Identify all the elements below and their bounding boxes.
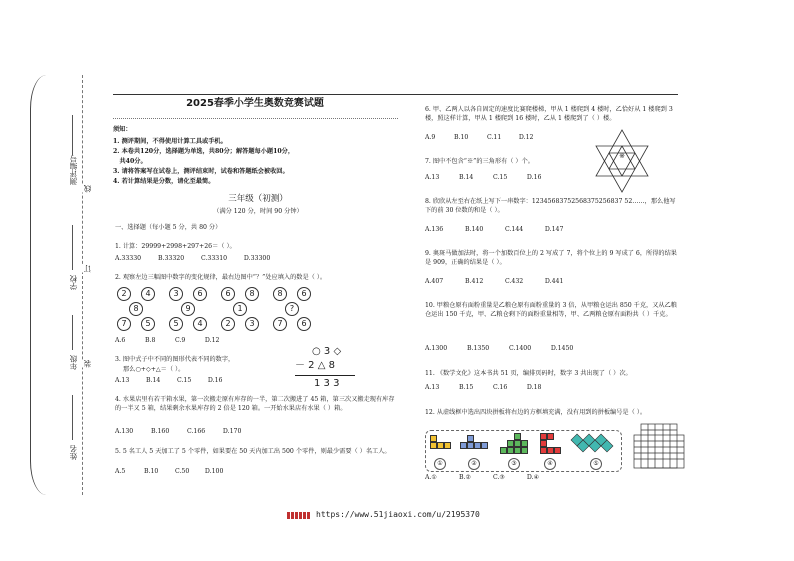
figure-number: 2	[117, 287, 131, 301]
notice-item: 1. 测评期间，不得使用计算工具或手机。	[113, 138, 227, 145]
figure-number: 5	[141, 317, 155, 331]
q2-figure	[271, 287, 317, 331]
option-d: D.18	[526, 384, 542, 391]
option-b: B.160	[150, 428, 170, 435]
option-c: C.432	[504, 278, 524, 285]
option-d: D.16	[526, 174, 542, 181]
q6-options	[425, 134, 534, 142]
option-c: C.33310	[200, 255, 228, 262]
equation-middle: － 2 △ 8	[295, 360, 335, 371]
option-a: A.130	[115, 428, 134, 435]
puzzle-piece-4	[540, 433, 562, 455]
option-a: A.136	[425, 226, 444, 233]
figure-number: 6	[193, 287, 207, 301]
equation-top: ○ 3 ◇	[312, 346, 342, 357]
q12-target-grid	[633, 423, 685, 469]
option-d: D.1450	[550, 345, 574, 352]
figure-number: 8	[129, 302, 143, 316]
option-a: A.1300	[425, 345, 448, 352]
q12-text: 12. 从虚线框中选出四块拼板将右边的方框填充满，没有用到的拼板编号是（ ）。	[425, 409, 647, 416]
grade-subtitle: （满分 120 分，时间 90 分钟）	[213, 208, 303, 215]
piece-label: ⑤	[590, 458, 602, 470]
piece-cell	[521, 447, 528, 454]
piece-label: ③	[508, 458, 520, 470]
figure-number: 3	[169, 287, 183, 301]
option-a: A.9	[425, 134, 436, 141]
piece-cell	[481, 442, 488, 449]
q2-text: 2. 观察左边三幅图中数字的变化规律，最右边图中“？”处应填入的数是（ ）。	[115, 274, 327, 281]
piece-cell	[474, 442, 481, 449]
q11-text: 11. 《数学文化》这本书共 51 页，编排页码时，数字 3 共出现了（ ）次。	[425, 370, 632, 377]
option-b: B.33320	[157, 255, 185, 262]
notice-item: 共40分。	[113, 158, 147, 165]
piece-cell	[430, 435, 437, 442]
grade-blank	[72, 315, 73, 350]
binding-curve	[30, 75, 71, 495]
piece-cell	[514, 440, 521, 447]
puzzle-piece-1	[430, 435, 452, 455]
q2-figure	[167, 287, 213, 331]
option-d: D.④	[526, 474, 540, 481]
figure-number: 8	[245, 287, 259, 301]
puzzle-piece-2	[460, 435, 488, 455]
footer-logo	[287, 512, 311, 519]
svg-text:※: ※	[619, 152, 625, 160]
section-heading: 一、选择题（每小题 5 分，共 80 分）	[115, 224, 222, 231]
option-a: A.13	[425, 174, 440, 181]
piece-cell	[540, 433, 547, 440]
piece-cell	[467, 442, 474, 449]
q10-text: 10. 甲粮仓原有面粉重量是乙粮仓原有面粉重量的 3 倍，从甲粮仓运出 850 千克，又从乙粮仓运出 150 千克，甲、乙粮仓剩下的面粉重量相等，甲、乙两粮仓原有面粉共（ ）千克。	[425, 302, 677, 318]
piece-cell	[500, 447, 507, 454]
name-blank	[72, 395, 73, 440]
q6-text: 6. 甲、乙两人以各自固定的速度比赛爬楼梯，甲从 1 楼爬到 4 楼时，乙恰好从 1 楼爬到 3 楼，照这样计算，甲从 1 楼爬到 16 楼时，乙从 1 楼爬到了（ ）楼。	[425, 106, 673, 122]
option-c: C.9	[174, 337, 186, 344]
option-c: C.1400	[508, 345, 532, 352]
piece-cell	[430, 442, 437, 449]
piece-cell	[437, 442, 444, 449]
option-a: A.407	[425, 278, 444, 285]
option-b: B.14	[145, 377, 161, 384]
q3-options	[115, 377, 223, 385]
title-dotted-rule	[113, 118, 398, 119]
piece-cell	[507, 440, 514, 447]
binding-zhuang-char: 装	[83, 360, 92, 368]
q11-options	[425, 384, 542, 392]
notice-block	[113, 126, 403, 186]
figure-number: 7	[117, 317, 131, 331]
notice-heading: 须知：	[113, 126, 132, 133]
option-b: B.②	[458, 474, 472, 481]
option-d: D.441	[544, 278, 564, 285]
option-c: C.15	[492, 174, 508, 181]
piece-label: ①	[434, 458, 446, 470]
puzzle-piece-3	[500, 433, 528, 455]
name-label: 姓名	[69, 445, 78, 460]
option-d: D.33300	[243, 255, 271, 262]
school-label: 学校	[69, 275, 78, 290]
option-b: B.412	[464, 278, 484, 285]
piece-label: ②	[468, 458, 480, 470]
option-a: A.33330	[115, 255, 142, 262]
grade-title: 三年级（初测）	[228, 194, 288, 204]
option-b: B.15	[458, 384, 474, 391]
q8-text: 8. 欣欣从左至右在纸上写下一串数字：12345683752568375256837 52……，那么他写下的前 30 位数的和是（ ）。	[425, 198, 676, 214]
q4-options	[115, 428, 241, 436]
piece-cell	[467, 435, 474, 442]
option-d: D.12	[204, 337, 220, 344]
q1-text: 1. 计算：29999+2998+297+26＝（ ）。	[115, 243, 236, 250]
school-blank	[72, 225, 73, 270]
figure-number: 9	[181, 302, 195, 316]
q5-options	[115, 468, 223, 476]
q9-text: 9. 奥斑马做加法时，将一个加数百位上的 2 写成了 7，将个位上的 9 写成了 6，所得的结果是 909，正确的结果是（ ）。	[425, 250, 677, 266]
option-c: C.11	[486, 134, 502, 141]
piece-cell	[554, 447, 561, 454]
piece-cell	[444, 442, 451, 449]
puzzle-piece-5	[570, 433, 616, 455]
figure-number: 6	[221, 287, 235, 301]
q8-options	[425, 226, 563, 234]
star-of-david-figure	[593, 128, 651, 194]
grade-label: 年级	[69, 355, 78, 370]
figure-number: 1	[233, 302, 247, 316]
notice-item: 2. 本卷共120分，选择题为单选，共80分；解答题每小题10分，	[113, 148, 295, 155]
option-d: D.100	[204, 468, 224, 475]
option-c: C.③	[492, 474, 505, 481]
binding-ding-char: 订	[83, 265, 92, 273]
piece-cell	[521, 440, 528, 447]
header-rule	[113, 94, 678, 95]
option-c: C.16	[492, 384, 508, 391]
option-b: B.140	[464, 226, 484, 233]
option-d: D.16	[207, 377, 223, 384]
piece-label: ④	[544, 458, 556, 470]
footer-url[interactable]: https://www.51jiaoxi.com/u/2195370	[316, 510, 480, 519]
q3-equation	[287, 346, 357, 396]
option-d: D.147	[544, 226, 564, 233]
option-a: A.6	[115, 337, 126, 344]
q10-options	[425, 345, 573, 353]
figure-number: 6	[297, 287, 311, 301]
figure-number: 8	[273, 287, 287, 301]
q1-options	[115, 255, 270, 263]
exam-number-label: 测评编号	[69, 155, 78, 185]
option-b: B.10	[143, 468, 159, 475]
option-c: C.166	[186, 428, 206, 435]
figure-number: 3	[245, 317, 259, 331]
option-a: A.5	[115, 468, 126, 475]
option-b: B.14	[458, 174, 474, 181]
option-b: B.1350	[466, 345, 490, 352]
equation-rule	[295, 375, 355, 376]
q7-text: 7. 图中不包含“※”的三角形有（ ）个。	[425, 158, 534, 165]
q5-text: 5. 5 名工人 5 天加工了 5 个零件，如果要在 50 天内加工出 500 个零件，则最少需要（ ）名工人。	[115, 448, 391, 455]
notice-item: 4. 若计算结果是分数，请化至最简。	[113, 178, 215, 185]
option-a: A.①	[425, 474, 437, 481]
piece-cell	[547, 447, 554, 454]
piece-cell	[460, 442, 467, 449]
figure-number: 2	[221, 317, 235, 331]
q2-figure	[115, 287, 161, 331]
q7-options	[425, 174, 542, 182]
option-d: D.12	[518, 134, 534, 141]
figure-number: 4	[141, 287, 155, 301]
q2-figure	[219, 287, 265, 331]
q2-figures	[113, 287, 333, 331]
piece-cell	[540, 440, 547, 447]
option-c: C.144	[504, 226, 524, 233]
equation-result: 1 3 3	[314, 378, 340, 389]
option-c: C.50	[174, 468, 190, 475]
figure-number: 4	[193, 317, 207, 331]
q3-text: 3. 图中式子中不同的图形代表不同的数字，	[115, 356, 235, 363]
piece-cell	[514, 447, 521, 454]
piece-cell	[540, 447, 547, 454]
option-a: A.13	[425, 384, 440, 391]
q3-text: 那么○+◇+△＝（ ）。	[123, 366, 185, 373]
figure-number: ?	[285, 302, 299, 316]
figure-number: 7	[273, 317, 287, 331]
binding-line-char: 线	[83, 185, 92, 193]
binding-margin	[22, 75, 90, 495]
q9-options	[425, 278, 563, 286]
option-b: B.10	[453, 134, 469, 141]
q12-options	[425, 474, 539, 482]
piece-cell	[507, 447, 514, 454]
piece-cell	[547, 433, 554, 440]
option-d: D.170	[222, 428, 242, 435]
exam-number-blank	[72, 115, 73, 155]
option-c: C.15	[176, 377, 192, 384]
binding-dashed-line	[82, 75, 83, 495]
q2-options	[115, 337, 220, 345]
q4-text: 4. 水果店里有若干箱水果，第一次搬走原有库存的一半，第二次搬进了 45 箱，第三次又搬走现有库存的一半又 5 箱，结果剩余水果库存的 2 倍是 120 箱。一开始水果店有水果（ ）箱。	[115, 396, 395, 412]
page-title: 2025春季小学生奥数竞赛试题	[186, 98, 324, 109]
piece-cell	[514, 433, 521, 440]
option-a: A.13	[115, 377, 130, 384]
figure-number: 6	[297, 317, 311, 331]
q12-pieces-box	[425, 430, 622, 472]
option-b: B.8	[144, 337, 156, 344]
notice-item: 3. 请将答案写在试卷上，测评结束时，试卷和答题纸会被收回。	[113, 168, 289, 175]
figure-number: 5	[169, 317, 183, 331]
